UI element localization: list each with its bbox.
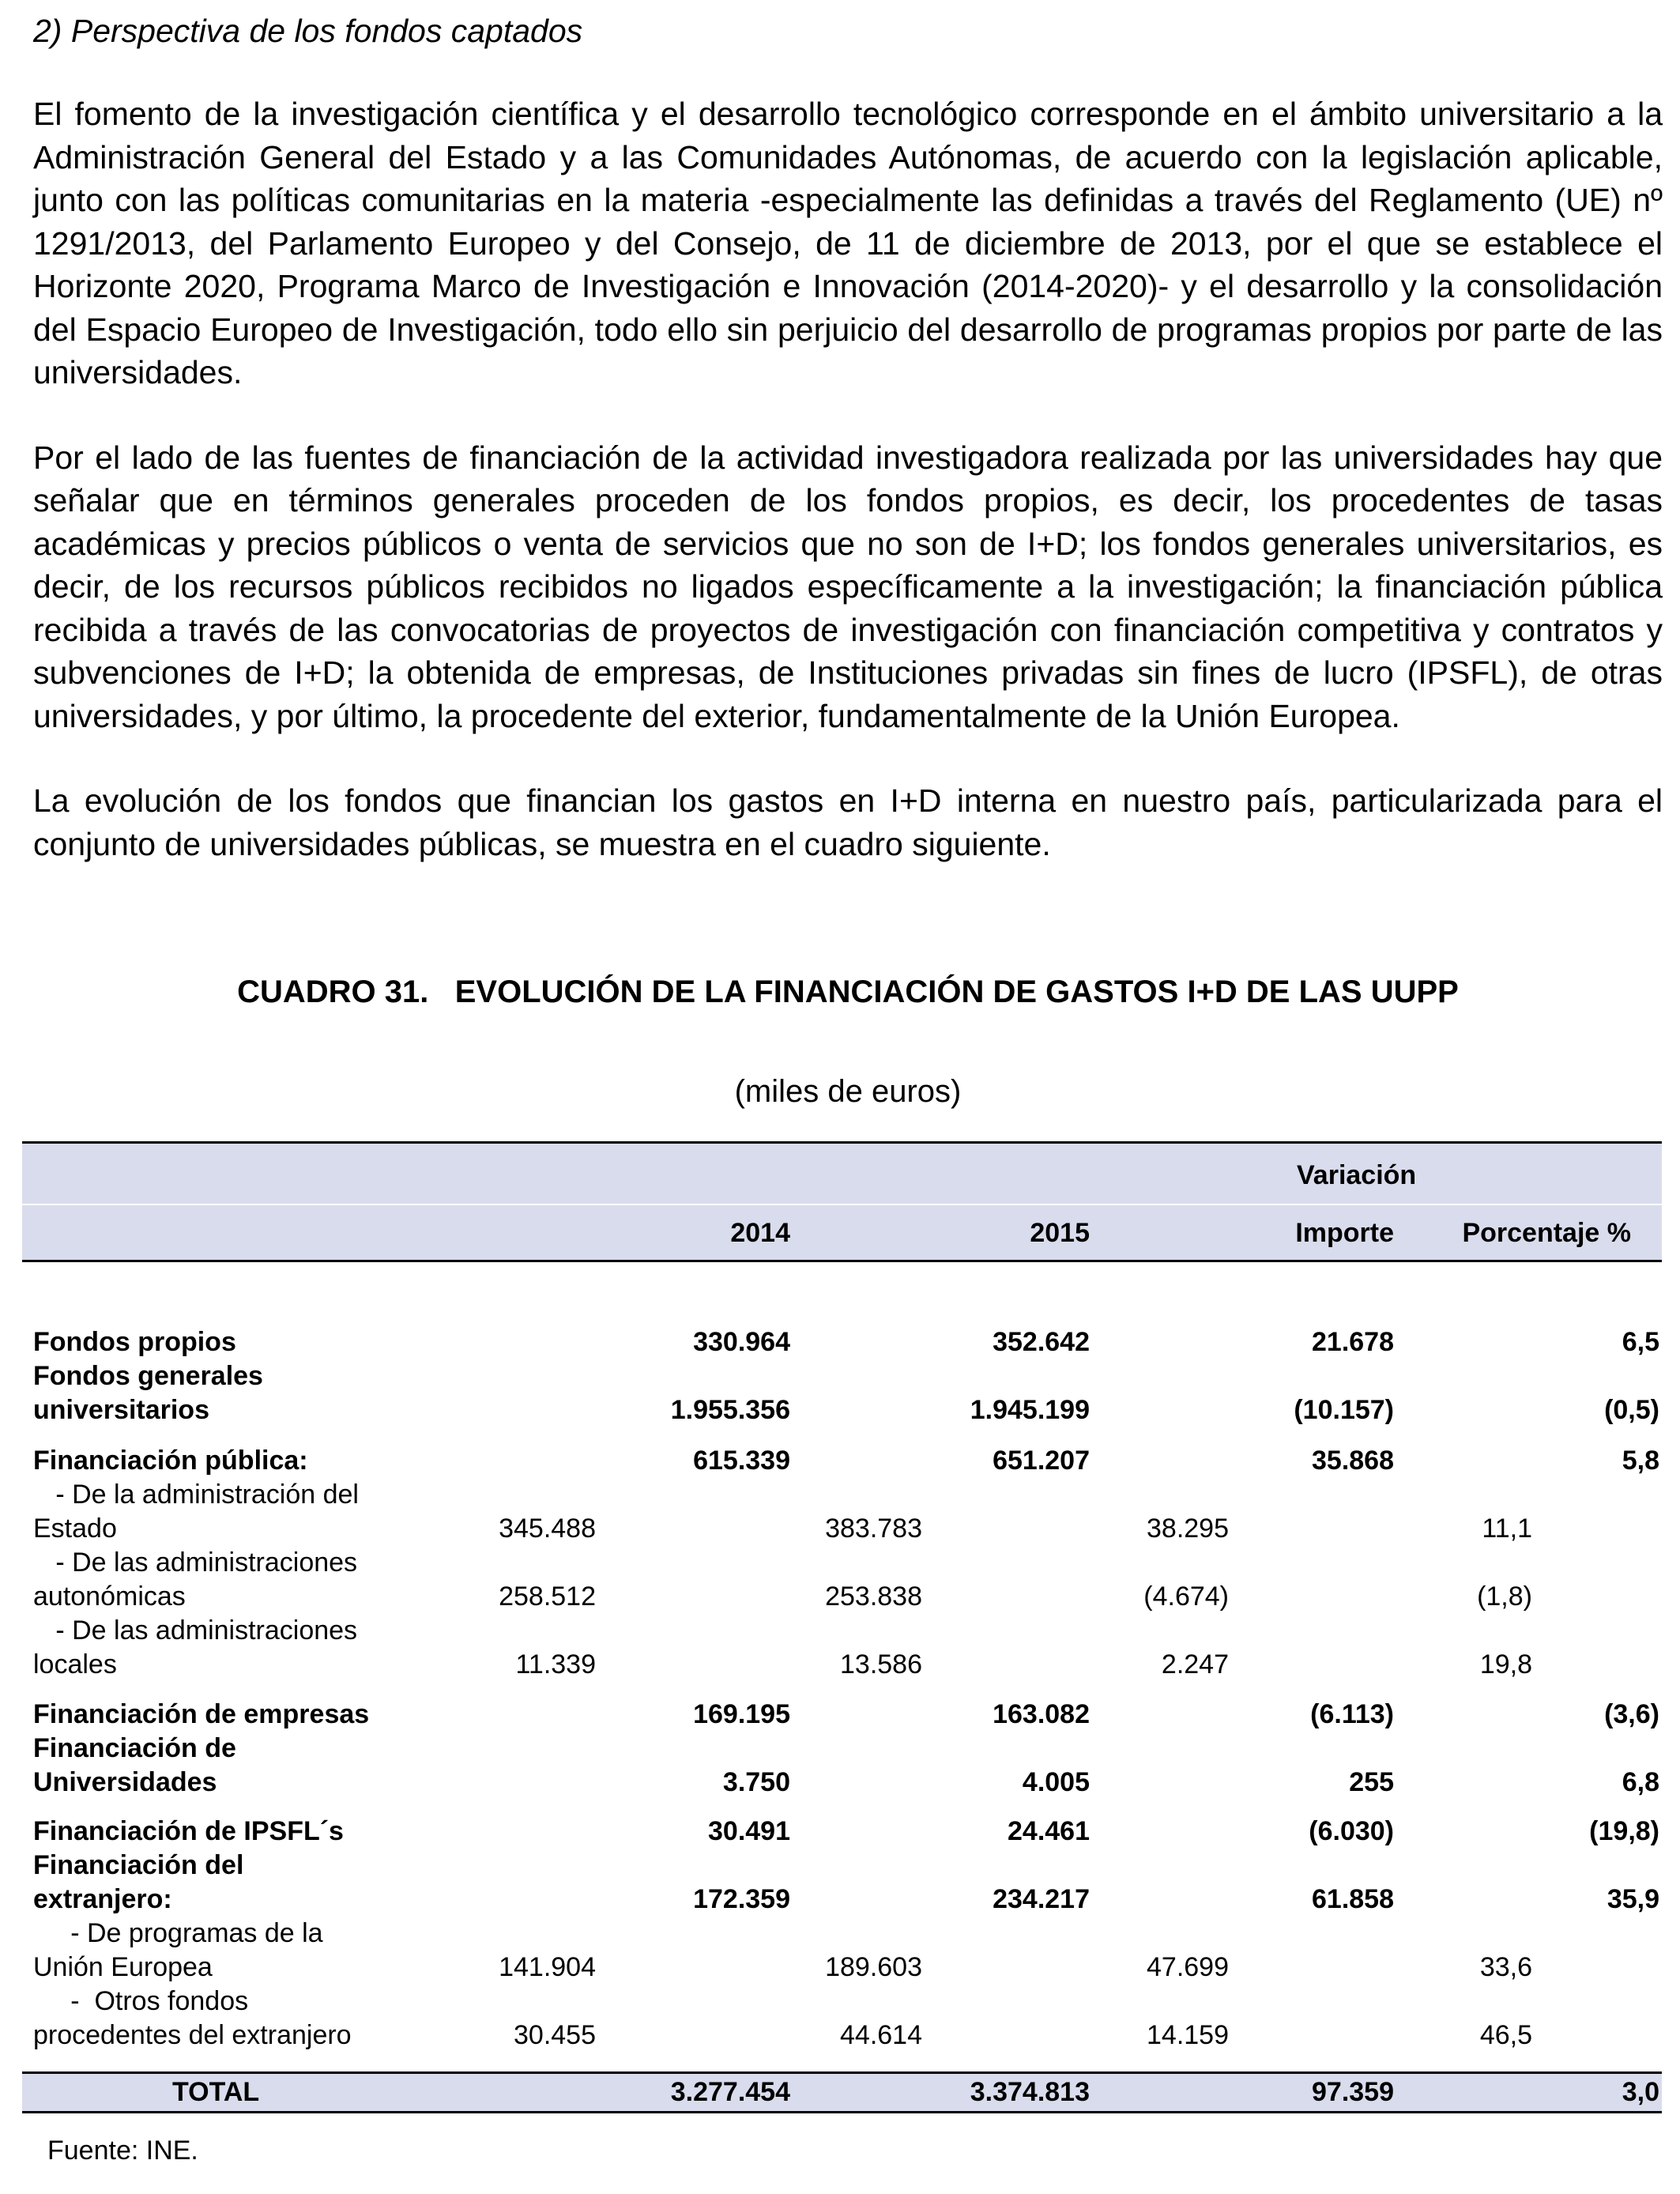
cell-porcentaje: (0,5) bbox=[1604, 1395, 1659, 1425]
total-2015: 3.374.813 bbox=[970, 2077, 1090, 2107]
total-porcentaje: 3,0 bbox=[1622, 2077, 1659, 2107]
paragraph-2: Por el lado de las fuentes de financiación de la actividad investigadora realizada por las universidades hay que señalar que en términos generales proceden de los fondos propios, es decir, los procedentes de tasas académicas y precios públicos o venta de servicios que no son de I+D; los fondos generales universitarios, es decir, de los recursos públicos recibidos no ligados específicamente a la investigación; la financiación pública recibida a través de las convocatorias de proyectos de investigación con financiación competitiva y contratos y subvenciones de I+D; la obtenida de empresas, de Instituciones privadas sin fines de lucro (IPSFL), de otras universidades, y por último, la procedente del exterior, fundamentalmente de la Unión Europea. bbox=[33, 439, 1663, 734]
cell-2015: 24.461 bbox=[1008, 1816, 1090, 1846]
row-label: Fondos propios bbox=[33, 1327, 236, 1357]
total-importe: 97.359 bbox=[1312, 2077, 1394, 2107]
cell-2015: 189.603 bbox=[825, 1952, 922, 1982]
table-row-total bbox=[22, 2071, 1662, 2113]
cell-2014: 615.339 bbox=[693, 1446, 790, 1476]
cell-importe: 21.678 bbox=[1312, 1327, 1394, 1357]
row-label: Financiación de bbox=[33, 1733, 236, 1763]
row-label-cont: autonómicas bbox=[33, 1581, 186, 1612]
cell-porcentaje: 19,8 bbox=[1479, 1649, 1532, 1679]
cell-2015: 253.838 bbox=[825, 1581, 922, 1612]
row-label-cont: universitarios bbox=[33, 1395, 209, 1425]
row-label: - De las administraciones bbox=[33, 1547, 358, 1578]
paragraph-3: La evolución de los fondos que financian los gastos en I+D interna en nuestro país, particularizada para el conjunto de universidades públicas, se muestra en el cuadro siguiente. bbox=[33, 782, 1663, 862]
table-source: Fuente: INE. bbox=[47, 2136, 198, 2166]
row-label: Fondos generales bbox=[33, 1361, 263, 1391]
cell-2014: 11.339 bbox=[515, 1649, 596, 1679]
cell-importe: 35.868 bbox=[1312, 1446, 1394, 1476]
cell-2015: 651.207 bbox=[993, 1446, 1090, 1476]
cell-importe: 47.699 bbox=[1147, 1952, 1229, 1982]
cell-porcentaje: 5,8 bbox=[1622, 1446, 1659, 1476]
cell-2015: 163.082 bbox=[993, 1699, 1090, 1729]
cell-importe: 2.247 bbox=[1161, 1649, 1229, 1679]
row-label-cont: Universidades bbox=[33, 1767, 217, 1797]
cell-2014: 141.904 bbox=[499, 1952, 596, 1982]
cell-importe: 38.295 bbox=[1147, 1514, 1229, 1544]
document-page bbox=[33, 11, 1663, 1109]
cell-porcentaje: (19,8) bbox=[1589, 1816, 1659, 1846]
cell-2015: 1.945.199 bbox=[970, 1395, 1090, 1425]
paragraph-1: El fomento de la investigación científica y el desarrollo tecnológico corresponde en el ámbito universitario a la Administración General del Estado y a las Comunidades Autónomas, de acuerdo con la legislación aplicable, junto con las políticas comunitarias en la materia -especialmente las definidas a través del Reglamento (UE) nº 1291/2013, del Parlamento Europeo y del Consejo, de 11 de diciembre de 2013, por el que se establece el Horizonte 2020, Programa Marco de Investigación e Innovación (2014-2020)- y el desarrollo y la consolidación del Espacio Europeo de Investigación, todo ello sin perjuicio del desarrollo de programas propios por parte de las universidades. bbox=[33, 96, 1663, 390]
cell-2014: 258.512 bbox=[499, 1581, 596, 1612]
header-importe: Importe bbox=[1295, 1218, 1394, 1248]
table-header-bottom bbox=[22, 1205, 1662, 1262]
cell-2014: 172.359 bbox=[693, 1884, 790, 1914]
cell-2014: 30.455 bbox=[514, 2020, 596, 2050]
header-2015: 2015 bbox=[1030, 1218, 1090, 1248]
cell-2015: 13.586 bbox=[840, 1649, 922, 1679]
cell-2015: 383.783 bbox=[825, 1514, 922, 1544]
cell-importe: (6.113) bbox=[1310, 1699, 1394, 1729]
row-label: Financiación pública: bbox=[33, 1446, 308, 1476]
row-label: Financiación de IPSFL´s bbox=[33, 1816, 344, 1846]
cell-porcentaje: 6,8 bbox=[1622, 1767, 1659, 1797]
header-porcentaje: Porcentaje % bbox=[1462, 1218, 1631, 1248]
row-label: - Otros fondos bbox=[33, 1986, 249, 2016]
cell-2014: 30.491 bbox=[708, 1816, 790, 1846]
cell-2014: 1.955.356 bbox=[670, 1395, 790, 1425]
row-label-cont: extranjero: bbox=[33, 1884, 172, 1914]
header-variacion: Variación bbox=[1297, 1160, 1417, 1190]
row-label-cont: Estado bbox=[33, 1514, 117, 1544]
cell-2014: 330.964 bbox=[693, 1327, 790, 1357]
cell-2015: 234.217 bbox=[993, 1884, 1090, 1914]
cell-importe: (10.157) bbox=[1294, 1395, 1394, 1425]
cell-porcentaje: 35,9 bbox=[1607, 1884, 1659, 1914]
row-label: - De programas de la bbox=[33, 1918, 323, 1948]
section-title: 2) Perspectiva de los fondos captados bbox=[33, 13, 583, 49]
row-label: - De la administración del bbox=[33, 1480, 359, 1510]
cell-importe: 61.858 bbox=[1312, 1884, 1394, 1914]
cell-importe: (4.674) bbox=[1143, 1581, 1229, 1612]
row-label: Financiación del bbox=[33, 1850, 244, 1880]
cell-2014: 345.488 bbox=[499, 1514, 596, 1544]
table-title: CUADRO 31. EVOLUCIÓN DE LA FINANCIACIÓN DE GASTOS I+D DE LAS UUPP bbox=[237, 974, 1459, 1009]
table-subtitle: (miles de euros) bbox=[734, 1074, 962, 1109]
header-2014: 2014 bbox=[730, 1218, 790, 1248]
row-label-cont: procedentes del extranjero bbox=[33, 2020, 352, 2050]
cell-importe: 14.159 bbox=[1147, 2020, 1229, 2050]
cell-2015: 4.005 bbox=[1022, 1767, 1090, 1797]
cell-porcentaje: 11,1 bbox=[1482, 1514, 1532, 1544]
table-header-top bbox=[22, 1141, 1662, 1204]
cell-2015: 352.642 bbox=[993, 1327, 1090, 1357]
row-label: Financiación de empresas bbox=[33, 1699, 370, 1729]
cell-2014: 3.750 bbox=[722, 1767, 790, 1797]
cell-importe: (6.030) bbox=[1309, 1816, 1394, 1846]
cell-porcentaje: (3,6) bbox=[1604, 1699, 1659, 1729]
cell-porcentaje: 33,6 bbox=[1479, 1952, 1532, 1982]
cell-importe: 255 bbox=[1349, 1767, 1394, 1797]
total-2014: 3.277.454 bbox=[670, 2077, 790, 2107]
row-label-cont: Unión Europea bbox=[33, 1952, 213, 1982]
cell-2015: 44.614 bbox=[840, 2020, 922, 2050]
row-label: - De las administraciones bbox=[33, 1615, 358, 1646]
cell-porcentaje: (1,8) bbox=[1477, 1581, 1532, 1612]
row-label-cont: locales bbox=[33, 1649, 117, 1679]
cell-2014: 169.195 bbox=[693, 1699, 790, 1729]
cell-porcentaje: 6,5 bbox=[1622, 1327, 1659, 1357]
total-label: TOTAL bbox=[172, 2077, 260, 2107]
cell-porcentaje: 46,5 bbox=[1479, 2020, 1532, 2050]
